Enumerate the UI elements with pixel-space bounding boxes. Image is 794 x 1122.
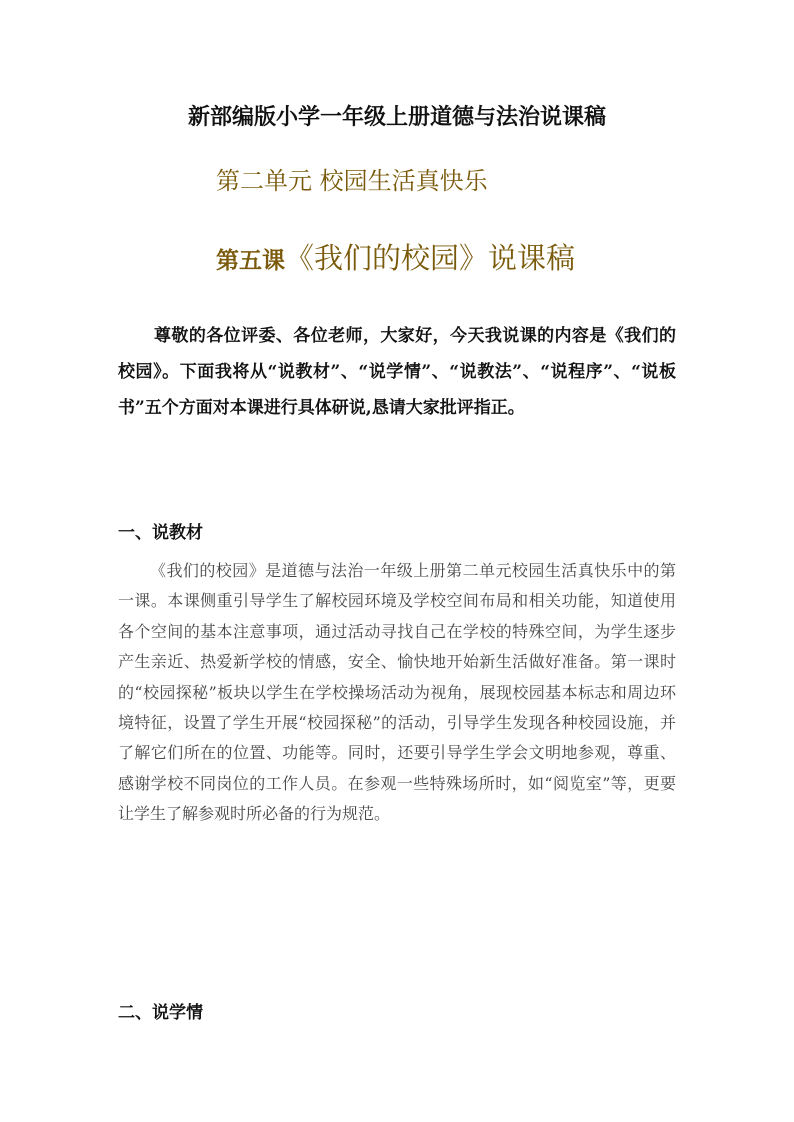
lesson-title-prefix: 第五课	[216, 247, 285, 274]
section-heading-textbook: 一、说教材	[118, 523, 203, 543]
section-heading-students: 二、说学情	[118, 1003, 203, 1023]
lesson-title-main: 《我们的校园》说课稿	[285, 241, 576, 275]
intro-paragraph: 尊敬的各位评委、各位老师，大家好，今天我说课的内容是《我们的校园》。下面我将从“说教材”、“说学情”、“说教法”、“说程序”、“说板书”五个方面对本课进行具体研说,恳请大家批评指正。	[118, 326, 676, 418]
section-body-textbook: 《我们的校园》是道德与法治一年级上册第二单元校园生活真快乐中的第一课。本课侧重引导学生了解校园环境及学校空间布局和相关功能，知道使用各个空间的基本注意事项，通过活动寻找自己在学校的特殊空间，为学生逐步产生亲近、热爱新学校的情感，安全、愉快地开始新生活做好准备。第一课时的“校园探秘”板块以学生在学校操场活动为视角，展现校园基本标志和周边环境特征，设置了学生开展“校园探秘”的活动，引导学生发现各种校园设施，并了解它们所在的位置、功能等。同时，还要引导学生学会文明地参观，尊重、感谢学校不同岗位的工作人员。在参观一些特殊场所时，如“阅览室”等，更要让学生了解参观时所必备的行为规范。	[118, 561, 676, 824]
unit-title: 第二单元 校园生活真快乐	[216, 167, 488, 195]
document-title: 新部编版小学一年级上册道德与法治说课稿	[187, 104, 606, 130]
lesson-title	[216, 237, 575, 282]
